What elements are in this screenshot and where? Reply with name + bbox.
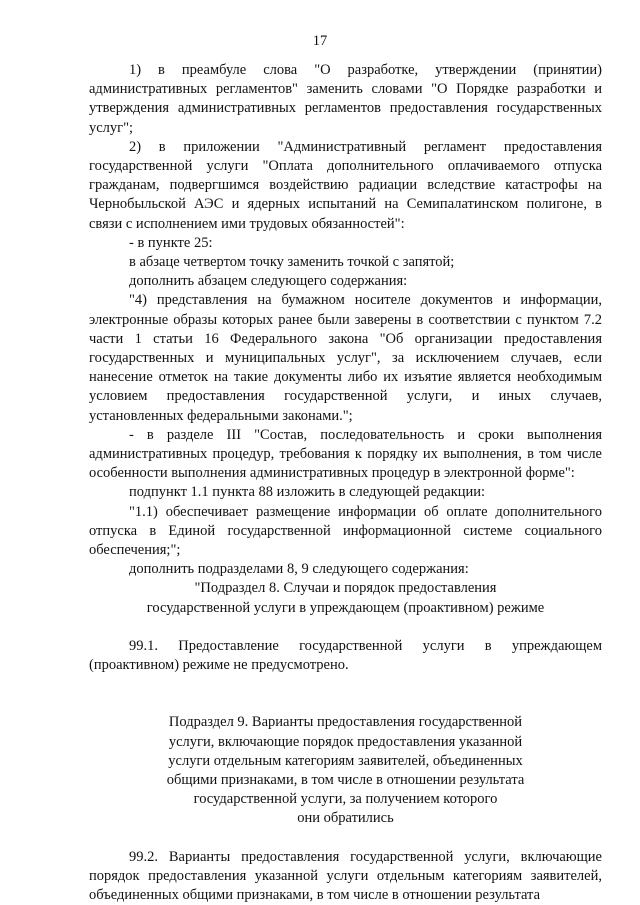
subsection-8-heading-line: "Подраздел 8. Случаи и порядок предоставления [194, 580, 497, 597]
paragraph-section-3: - в разделе III "Состав, последовательность и сроки выполнения административных процедур, требования к порядку их выполнения, в том числе особенности выполнения административных процедур в электронной форме": [89, 426, 602, 482]
paragraph-add-subparagraph: дополнить абзацем следующего содержания: [129, 273, 408, 290]
paragraph-99-1: 99.1. Предоставление государственной услуги в упреждающем (проактивном) режиме не предусмотрено. [89, 637, 602, 674]
subsection-9-heading-line: они обратились [297, 810, 394, 827]
subsection-9-heading [89, 713, 602, 828]
subsection-8-heading [89, 579, 602, 617]
subsection-9-heading-line: государственной услуги, за получением которого [193, 791, 498, 808]
paragraph-add-subsections: дополнить подразделами 8, 9 следующего содержания: [129, 561, 469, 578]
paragraph-item-25: - в пункте 25: [129, 234, 213, 251]
subsection-9-heading-line: услуги отдельным категориям заявителей, объединенных [168, 752, 523, 769]
paragraph-item-4-text: "4) представления на бумажном носителе документов и информации, электронные образы которых ранее были заверены в соответствии с пунктом 7.2 части 1 статьи 16 Федерального закона "Об организации предоставления государственных и муниципальных услуг", за исключением случаев, если нанесение отметок на такие документы либо их изъятие является необходимым условием предоставления государственной услуги, и иных случаев, установленных федеральными законами."; [89, 292, 602, 424]
document-body [89, 61, 602, 905]
spacer [89, 675, 602, 694]
subsection-9-heading-line: Подраздел 9. Варианты предоставления государственной [168, 714, 523, 731]
paragraph-preamble-amendment: 1) в преамбуле слова "О разработке, утверждении (принятии) административных регламентов" заменить словами "О Порядке разработки и утверждения административных регламентов предоставления государственных услуг"; [89, 62, 602, 136]
paragraph-fourth-subparagraph: в абзаце четвертом точку заменить точкой с запятой; [129, 254, 455, 271]
spacer [89, 694, 602, 713]
spacer [89, 618, 602, 637]
paragraph-subitem-1-1-intro: подпункт 1.1 пункта 88 изложить в следующей редакции: [129, 484, 486, 501]
page-number: 17 [312, 33, 328, 49]
paragraph-appendix-amendment: 2) в приложении "Административный регламент предоставления государственной услуги "Оплата дополнительного оплачиваемого отпуска гражданам, подвергшимся воздействию радиации вследствие катастрофы на Чернобыльской АЭС и ядерных испытаний на Семипалатинском полигоне, в связи с исполнением ими трудовых обязанностей": [89, 138, 602, 232]
spacer [89, 829, 602, 848]
subsection-8-heading-line: государственной услуги в упреждающем (проактивном) режиме [146, 599, 545, 616]
paragraph-99-2: 99.2. Варианты предоставления государственной услуги, включающие порядок предоставления указанной услуги отдельным категориям заявителей, объединенных общими признаками, в том числе в отношении результата [89, 848, 602, 903]
subsection-9-heading-line: общими признаками, в том числе в отношении результата [166, 771, 525, 788]
paragraph-subitem-1-1-text: "1.1) обеспечивает размещение информации об оплате дополнительного отпуска в Единой государственной информационной системе социального обеспечения;"; [89, 503, 602, 559]
subsection-9-heading-line: услуги, включающие порядок предоставления указанной [168, 733, 523, 750]
